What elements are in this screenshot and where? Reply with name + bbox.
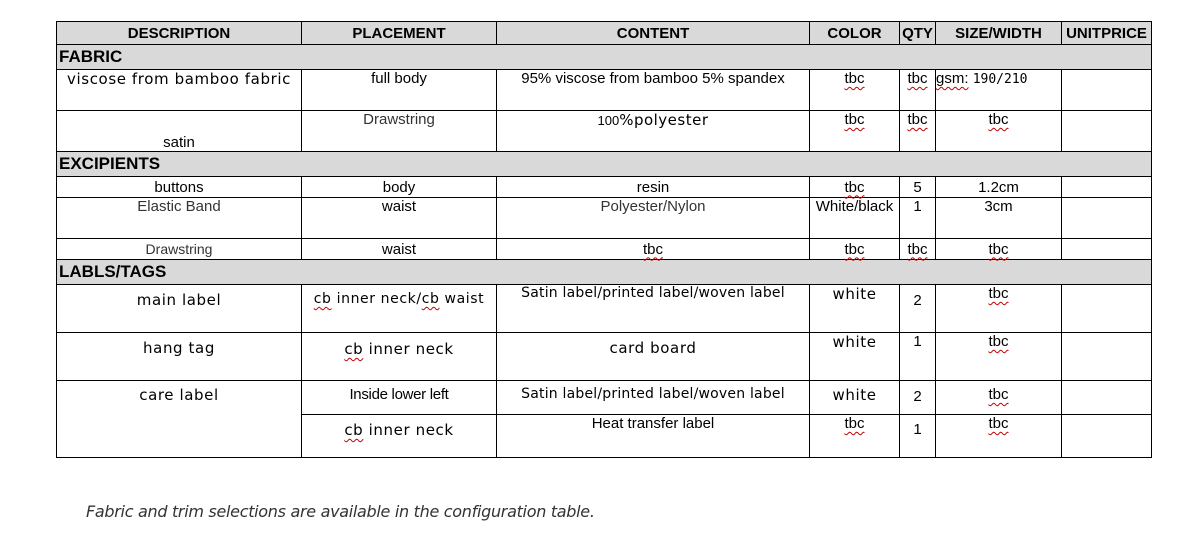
cell-qty: 1 <box>900 333 936 381</box>
size-value: tbc <box>988 285 1009 302</box>
cell-placement <box>302 333 497 381</box>
color-value: tbc <box>844 415 865 432</box>
content-text: %polyester <box>619 111 709 129</box>
cell-unitprice <box>1062 177 1152 198</box>
cell-content <box>497 239 810 260</box>
cell-content: Polyester/Nylon <box>497 198 810 239</box>
table-row <box>57 198 1152 239</box>
section-row-labels <box>57 260 1152 285</box>
cell-content <box>497 111 810 152</box>
cell-size: 3cm <box>936 198 1062 239</box>
header-size: SIZE/WIDTH <box>936 22 1062 45</box>
header-color: COLOR <box>810 22 900 45</box>
cell-color: white <box>810 381 900 415</box>
cell-placement: waist <box>302 198 497 239</box>
cell-color <box>810 70 900 111</box>
header-placement: PLACEMENT <box>302 22 497 45</box>
size-value: tbc <box>988 111 1009 128</box>
size-value: tbc <box>988 386 1009 403</box>
size-value: tbc <box>988 333 1009 350</box>
section-row-excipients <box>57 152 1152 177</box>
cell-content: card board <box>497 333 810 381</box>
cell-description: satin <box>57 111 302 152</box>
cell-description: Drawstring <box>57 239 302 260</box>
qty-value: tbc <box>907 240 928 258</box>
qty-value: tbc <box>907 70 928 87</box>
cell-color: White/black <box>810 198 900 239</box>
qty-value: tbc <box>907 111 928 128</box>
cell-unitprice <box>1062 415 1152 458</box>
cell-description: hang tag <box>57 333 302 381</box>
cell-color: white <box>810 333 900 381</box>
cell-size <box>936 333 1062 381</box>
cell-description: buttons <box>57 177 302 198</box>
table-row <box>57 177 1152 198</box>
color-value: tbc <box>844 178 865 196</box>
cell-color <box>810 177 900 198</box>
cell-description: main label <box>57 285 302 333</box>
cell-unitprice <box>1062 285 1152 333</box>
cell-color: white <box>810 285 900 333</box>
size-value: tbc <box>988 415 1009 432</box>
cell-unitprice <box>1062 239 1152 260</box>
cell-size <box>936 239 1062 260</box>
cell-description: viscose from bamboo fabric <box>57 70 302 111</box>
header-description: DESCRIPTION <box>57 22 302 45</box>
cell-qty: 1 <box>900 415 936 458</box>
content-number: 100 <box>597 113 620 128</box>
placement-part: inner neck <box>368 340 454 358</box>
header-qty: QTY <box>900 22 936 45</box>
table-row <box>57 381 1152 415</box>
cell-qty: 2 <box>900 381 936 415</box>
header-unitprice: UNITPRICE <box>1062 22 1152 45</box>
cell-placement: Inside lower left <box>302 381 497 415</box>
cell-placement: body <box>302 177 497 198</box>
section-title-excipients: EXCIPIENTS <box>57 152 1152 177</box>
cell-size: 1.2cm <box>936 177 1062 198</box>
table-row <box>57 285 1152 333</box>
cell-qty <box>900 111 936 152</box>
section-title-fabric: FABRIC <box>57 45 1152 70</box>
cell-unitprice <box>1062 381 1152 415</box>
color-value: tbc <box>844 70 865 87</box>
header-row <box>57 22 1152 45</box>
cell-size <box>936 381 1062 415</box>
cell-color <box>810 111 900 152</box>
cell-size <box>936 285 1062 333</box>
cell-placement <box>302 285 497 333</box>
size-value: 190/210 <box>972 72 1028 87</box>
cell-placement: Drawstring <box>302 111 497 152</box>
spec-table <box>56 21 1152 458</box>
table-row <box>57 333 1152 381</box>
cell-content: resin <box>497 177 810 198</box>
color-value: tbc <box>844 111 865 128</box>
footnote: Fabric and trim selections are available in the configuration table. <box>86 502 595 521</box>
placement-part: inner neck <box>368 421 454 439</box>
cell-placement <box>302 415 497 458</box>
table-row <box>57 239 1152 260</box>
placement-cb: cb <box>344 421 364 439</box>
placement-cb-1: cb <box>313 291 332 307</box>
cell-qty: 2 <box>900 285 936 333</box>
cell-qty <box>900 70 936 111</box>
cell-unitprice <box>1062 70 1152 111</box>
cell-unitprice <box>1062 198 1152 239</box>
cell-content: Satin label/printed label/woven label <box>497 285 810 333</box>
cell-color <box>810 239 900 260</box>
content-value: tbc <box>642 240 663 258</box>
placement-part-1: inner neck/ <box>336 291 422 307</box>
table-row <box>57 111 1152 152</box>
placement-part-2: waist <box>444 291 485 307</box>
cell-size <box>936 111 1062 152</box>
cell-unitprice <box>1062 111 1152 152</box>
cell-content: Heat transfer label <box>497 415 810 458</box>
cell-size <box>936 415 1062 458</box>
cell-qty <box>900 239 936 260</box>
cell-qty: 5 <box>900 177 936 198</box>
size-value: tbc <box>988 240 1009 258</box>
color-value: tbc <box>844 240 865 258</box>
section-row-fabric <box>57 45 1152 70</box>
cell-description: care label <box>57 381 302 458</box>
cell-qty: 1 <box>900 198 936 239</box>
placement-cb-2: cb <box>421 291 440 307</box>
cell-description: Elastic Band <box>57 198 302 239</box>
table-row <box>57 70 1152 111</box>
header-content: CONTENT <box>497 22 810 45</box>
cell-content: Satin label/printed label/woven label <box>497 381 810 415</box>
cell-placement: full body <box>302 70 497 111</box>
size-prefix: gsm: <box>936 70 969 87</box>
cell-content: 95% viscose from bamboo 5% spandex <box>497 70 810 111</box>
cell-placement: waist <box>302 239 497 260</box>
cell-color <box>810 415 900 458</box>
section-title-labels: LABLS/TAGS <box>57 260 1152 285</box>
placement-cb: cb <box>344 340 364 358</box>
cell-size <box>936 70 1062 111</box>
cell-unitprice <box>1062 333 1152 381</box>
